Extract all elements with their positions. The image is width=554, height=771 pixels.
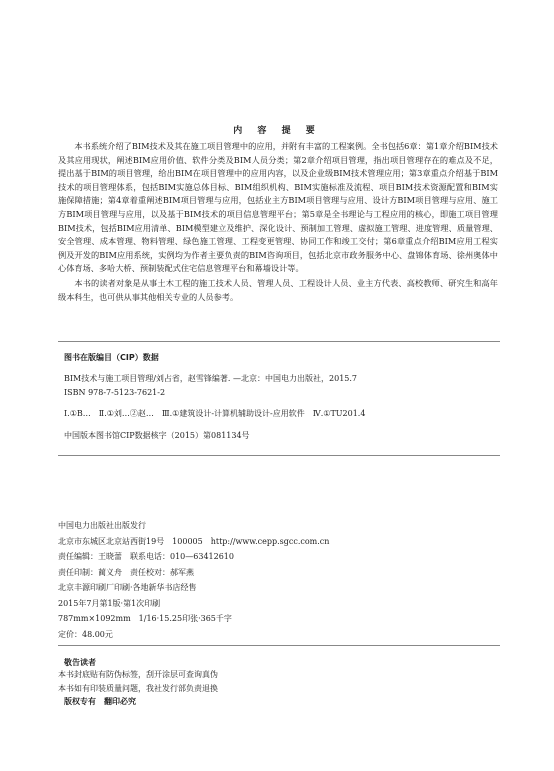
price: 定价：48.00元 [58,629,113,639]
cip-core-data: 中国版本图书馆CIP数据核字（2015）第081134号 [64,430,250,440]
notice-anti-counterfeit: 本书封底贴有防伪标签，刮开涂层可查询真伪 [58,670,218,679]
cip-block [64,372,494,442]
edition: 2015年7月第1版·第1次印刷 [58,598,161,608]
notice-quality: 本书如有印装质量问题，我社发行部负责退换 [58,683,218,693]
divider-top [58,341,500,342]
responsible-printing: 责任印制：蔺义舟 责任校对：郝军燕 [58,567,194,577]
abstract-paragraph: 本书系统介绍了BIM技术及其在施工项目管理中的应用，并附有丰富的工程案例。全书包括6章：第1章介绍BIM技术及其应用现状，阐述BIM应用价值、软件分类及BIM人员分类；第2章介绍项目管理，指出项目管理存在的难点及不足，提出基于BIM的项目管理，给出BIM在项目管理中的应用内容，以及企业级BIM技术管理应用；第3章重点介绍基于BIM技术的项目管理体系，包括BIM实施总体目标、BIM组织机构、BIM实施标准及流程、项目BIM技术资源配置和BIM实施保障措施；第4章着重阐述BIM项目管理与应用，包括业主方BIM项目管理与应用、设计方BIM项目管理与应用、施工方BIM项目管理与应用，以及基于BIM技术的项目信息管理平台；第5章是全书理论与工程应用的核心，即施工项目管理BIM技术，包括BIM应用清单、BIM模型建立及维护、深化设计、预制加工管理、虚拟施工管理、进度管理、质量管理、安全管理、成本管理、物料管理、绿色施工管理、工程变更管理、协同工作和竣工交付；第6章重点介绍BIM应用工程实例及开发的BIM应用系统，实例均为作者主要负责的BIM咨询项目，包括北京市政务服务中心、盘锦体育场、徐州奥体中心体育场、多哈大桥、预制装配式住宅信息管理平台和幕墙设计等。 [58,141,498,274]
abstract-body [58,140,498,304]
notice-block [58,668,498,709]
divider-middle [58,455,500,456]
abstract-paragraph: 本书的读者对象是从事土木工程的施工技术人员、管理人员、工程设计人员、业主方代表、高校教师、研究生和高年级本科生，也可供从事其他相关专业的人员参考。 [58,277,498,302]
publisher-address: 北京市东城区北京站西街19号 100005 http://www.cepp.sgcc.com.cn [58,536,330,546]
publisher: 中国电力出版社出版发行 [58,521,146,530]
cip-isbn: ISBN 978-7-5123-7621-2 [64,387,166,397]
book-format: 787mm×1092mm 1/16·15.25印张·365千字 [58,614,232,623]
publication-block [58,518,498,642]
cip-classification: Ⅰ.①B… Ⅱ.①刘…②赵… Ⅲ.①建筑设计-计算机辅助设计-应用软件 Ⅳ.①TU201.4 [64,409,366,418]
notice-heading: 敬告读者 [64,658,96,667]
abstract-title: 内 容 提 要 [233,126,321,136]
printer: 北京丰源印刷厂印刷·各地新华书店经售 [58,583,197,592]
cip-heading: 图书在版编目（CIP）数据 [64,353,159,362]
responsible-editor: 责任编辑：王晓蕾 联系电话：010—63412610 [58,552,234,561]
copyright-notice: 版权专有 翻印必究 [64,697,136,706]
divider-bottom [58,645,500,646]
cip-book-line: BIM技术与施工项目管理/刘占省，赵雪锋编著. —北京：中国电力出版社，2015.7 [64,374,358,383]
